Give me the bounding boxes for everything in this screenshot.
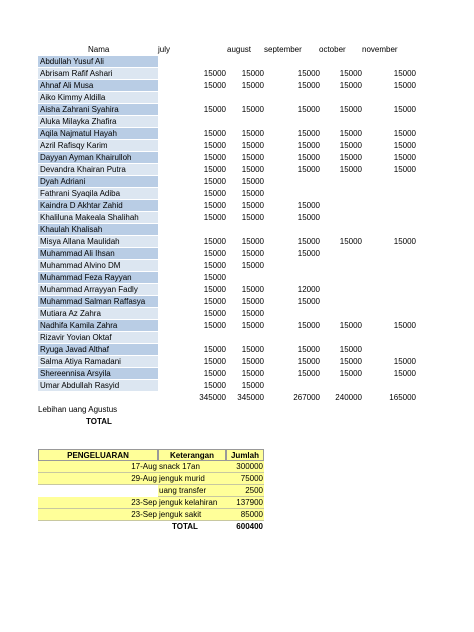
table-row: [38, 164, 418, 176]
student-name: Muhammad Salman Raffasya: [38, 296, 158, 307]
table-row: [38, 236, 418, 248]
expense-description: jenguk sakit: [158, 509, 226, 521]
student-name: Dayyan Ayman Khairulloh: [38, 152, 158, 163]
payment-cell: 15000: [203, 105, 226, 114]
student-name: Aqila Najmatul Hayah: [38, 128, 158, 139]
expenses-body: [38, 461, 264, 521]
payment-cell: 15000: [203, 141, 226, 150]
payment-cell: 15000: [203, 357, 226, 366]
payment-cell: 15000: [203, 381, 226, 390]
column-header-name: Nama: [88, 45, 110, 54]
student-name: Kaindra D Akhtar Zahid: [38, 200, 158, 211]
payment-cell: 15000: [393, 129, 416, 138]
student-name: Khaulah Khalisah: [38, 224, 158, 235]
expenses-header-pengeluaran: PENGELUARAN: [38, 449, 158, 461]
payment-cell: 15000: [393, 357, 416, 366]
payment-cell: 15000: [241, 237, 264, 246]
payment-cell: 15000: [393, 105, 416, 114]
payment-cell: 15000: [203, 309, 226, 318]
expense-row: [38, 473, 264, 485]
total-august: 345000: [237, 393, 264, 402]
student-name: Ryuga Javad Althaf: [38, 344, 158, 355]
expense-row: [38, 497, 264, 509]
student-name: Nadhifa Kamila Zahra: [38, 320, 158, 331]
expense-description: uang transfer: [158, 485, 226, 497]
expense-row: [38, 485, 264, 497]
expense-amount: 137900: [226, 497, 264, 509]
expenses-header-keterangan: Keterangan: [158, 449, 226, 461]
payment-cell: 15000: [203, 165, 226, 174]
student-name: Salma Atiya Ramadani: [38, 356, 158, 367]
student-name: Abrisam Rafif Ashari: [38, 68, 158, 79]
payment-cell: 15000: [297, 249, 320, 258]
payment-cell: 15000: [241, 369, 264, 378]
table-row: [38, 80, 418, 92]
table-row: [38, 272, 418, 284]
payment-cell: 15000: [339, 129, 362, 138]
column-header-august: august: [227, 45, 252, 54]
expense-amount: 2500: [226, 485, 264, 497]
payment-cell: 15000: [339, 165, 362, 174]
payment-cell: 15000: [203, 213, 226, 222]
column-header-july: july: [158, 45, 171, 54]
payment-cell: 15000: [241, 345, 264, 354]
table-row: [38, 92, 418, 104]
expense-date: 17-Aug: [38, 461, 158, 473]
table-row: [38, 104, 418, 116]
expense-description: jenguk kelahiran: [158, 497, 226, 509]
payment-cell: 15000: [203, 285, 226, 294]
expense-description: snack 17an: [158, 461, 226, 473]
expense-amount: 85000: [226, 509, 264, 521]
payment-cell: 15000: [393, 141, 416, 150]
payment-cell: 15000: [203, 129, 226, 138]
payment-cell: 15000: [297, 105, 320, 114]
payment-cell: 15000: [393, 165, 416, 174]
payment-cell: 15000: [241, 81, 264, 90]
payment-cell: 15000: [297, 369, 320, 378]
payment-cell: 15000: [241, 189, 264, 198]
total-september: 267000: [293, 393, 320, 402]
payment-cell: 15000: [297, 141, 320, 150]
expense-row: [38, 509, 264, 521]
payment-cell: 15000: [339, 345, 362, 354]
surplus-note: Lebihan uang Agustus: [38, 405, 118, 414]
payment-cell: 15000: [241, 201, 264, 210]
table-row: [38, 296, 418, 308]
student-name: Mutiara Az Zahra: [38, 308, 158, 319]
table-row: [38, 176, 418, 188]
payment-cell: 15000: [241, 213, 264, 222]
payment-cell: 15000: [203, 297, 226, 306]
payment-cell: 15000: [241, 309, 264, 318]
payment-cell: 15000: [393, 237, 416, 246]
payment-cell: 15000: [297, 69, 320, 78]
student-name: Khaliluna Makeala Shalihah: [38, 212, 158, 223]
expense-amount: 75000: [226, 473, 264, 485]
payment-cell: 15000: [393, 369, 416, 378]
payment-cell: 15000: [203, 153, 226, 162]
payment-cell: 15000: [241, 357, 264, 366]
payment-cell: 15000: [339, 237, 362, 246]
payment-cell: 15000: [203, 237, 226, 246]
payment-cell: 15000: [241, 141, 264, 150]
table-row: [38, 200, 418, 212]
payment-cell: 15000: [203, 273, 226, 282]
payment-cell: 15000: [297, 297, 320, 306]
student-name: Muhammad Ali Ihsan: [38, 248, 158, 259]
student-name: Aiko Kimmy Aldilla: [38, 92, 158, 103]
total-july: 345000: [199, 393, 226, 402]
table-row: [38, 140, 418, 152]
student-name: Muhammad Alvino DM: [38, 260, 158, 271]
expense-row: [38, 461, 264, 473]
payment-cell: 15000: [203, 177, 226, 186]
expense-amount: 300000: [226, 461, 264, 473]
student-name: Dyah Adriani: [38, 176, 158, 187]
student-name: Ahnaf Ali Musa: [38, 80, 158, 91]
payment-cell: 15000: [297, 201, 320, 210]
totals-row: [38, 392, 418, 404]
payment-cell: 15000: [203, 249, 226, 258]
table-row: [38, 188, 418, 200]
payment-cell: 15000: [203, 189, 226, 198]
column-header-october: october: [319, 45, 346, 54]
table-row: [38, 368, 418, 380]
payment-cell: 15000: [393, 321, 416, 330]
student-name: Shereennisa Arsyila: [38, 368, 158, 379]
student-name: Azril Rafisqy Karim: [38, 140, 158, 151]
expense-date: 23-Sep: [38, 509, 158, 521]
payment-cell: 15000: [339, 369, 362, 378]
payment-cell: 15000: [203, 69, 226, 78]
payment-cell: 15000: [241, 129, 264, 138]
expenses-total-value: 600400: [236, 522, 263, 531]
student-name: Abdullah Yusuf Ali: [38, 56, 158, 67]
payment-cell: 15000: [297, 129, 320, 138]
student-name: Umar Abdullah Rasyid: [38, 380, 158, 391]
table-row: [38, 212, 418, 224]
expenses-total-label: TOTAL: [172, 522, 198, 531]
expenses-header-jumlah: Jumlah: [226, 449, 264, 461]
payment-cell: 15000: [297, 345, 320, 354]
payment-cell: 15000: [203, 321, 226, 330]
total-label: TOTAL: [86, 417, 112, 426]
payment-cell: 15000: [203, 81, 226, 90]
payment-cell: 15000: [339, 153, 362, 162]
student-name: Misya Allana Maulidah: [38, 236, 158, 247]
expense-date: 29-Aug: [38, 473, 158, 485]
payment-cell: 15000: [241, 261, 264, 270]
expense-date: [38, 485, 158, 497]
table-row: [38, 116, 418, 128]
table-row: [38, 332, 418, 344]
table-row: [38, 320, 418, 332]
payment-cell: 15000: [203, 261, 226, 270]
payment-cell: 15000: [339, 357, 362, 366]
expenses-table: [38, 449, 264, 533]
payment-cell: 15000: [297, 213, 320, 222]
payment-cell: 15000: [241, 105, 264, 114]
payment-cell: 15000: [393, 69, 416, 78]
payment-cell: 15000: [241, 153, 264, 162]
payment-cell: 12000: [297, 285, 320, 294]
payment-cell: 15000: [241, 297, 264, 306]
payment-cell: 15000: [339, 105, 362, 114]
payment-cell: 15000: [297, 81, 320, 90]
table-row: [38, 260, 418, 272]
payment-cell: 15000: [297, 237, 320, 246]
payment-cell: 15000: [241, 321, 264, 330]
payment-cell: 15000: [339, 69, 362, 78]
expenses-total-row: [38, 521, 264, 533]
table-row: [38, 56, 418, 68]
payment-cell: 15000: [241, 285, 264, 294]
payment-cell: 15000: [297, 165, 320, 174]
column-header-september: september: [264, 45, 302, 54]
payment-cell: 15000: [203, 345, 226, 354]
student-name: Muhammad Arrayyan Fadly: [38, 284, 158, 295]
column-header-november: november: [362, 45, 398, 54]
student-name: Muhammad Feza Rayyan: [38, 272, 158, 283]
table-row: [38, 128, 418, 140]
expense-description: jenguk murid: [158, 473, 226, 485]
payment-cell: 15000: [241, 381, 264, 390]
total-october: 240000: [335, 393, 362, 402]
payment-cell: 15000: [339, 81, 362, 90]
table-row: [38, 356, 418, 368]
table-row: [38, 284, 418, 296]
payment-cell: 15000: [297, 153, 320, 162]
expense-date: 23-Sep: [38, 497, 158, 509]
payment-cell: 15000: [339, 321, 362, 330]
payment-cell: 15000: [241, 249, 264, 258]
table-row: [38, 380, 418, 392]
student-name: Rizavir Yovian Oktaf: [38, 332, 158, 343]
total-november: 165000: [389, 393, 416, 402]
table-row: [38, 152, 418, 164]
payment-cell: 15000: [393, 81, 416, 90]
payment-cell: 15000: [297, 357, 320, 366]
table-row: [38, 248, 418, 260]
payment-cell: 15000: [241, 177, 264, 186]
table-row: [38, 68, 418, 80]
payment-cell: 15000: [241, 69, 264, 78]
payment-cell: 15000: [203, 369, 226, 378]
table-row: [38, 344, 418, 356]
expenses-header-row: [38, 449, 264, 461]
student-name: Aisha Zahrani Syahira: [38, 104, 158, 115]
payment-cell: 15000: [393, 153, 416, 162]
table-row: [38, 224, 418, 236]
payment-cell: 15000: [241, 165, 264, 174]
table-row: [38, 308, 418, 320]
payment-cell: 15000: [203, 201, 226, 210]
student-name: Aluka Milayka Zhafira: [38, 116, 158, 127]
student-name: Devandra Khairan Putra: [38, 164, 158, 175]
payment-cell: 15000: [339, 141, 362, 150]
payment-cell: 15000: [297, 321, 320, 330]
student-name: Fathrani Syaqila Adiba: [38, 188, 158, 199]
